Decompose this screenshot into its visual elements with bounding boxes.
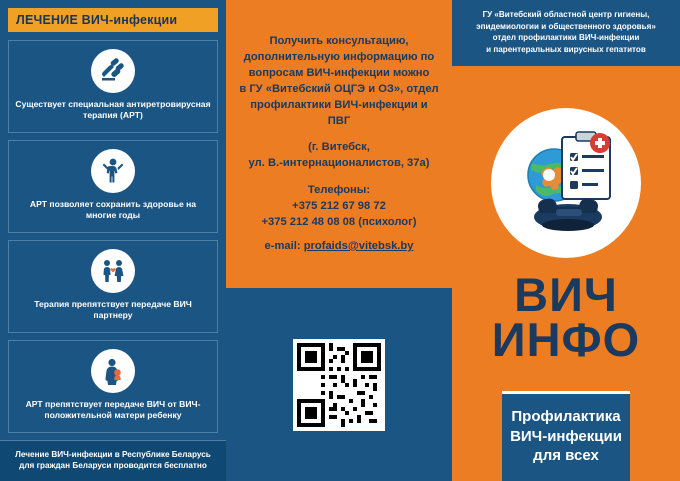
middle-panel [226,0,452,481]
info-card-text: АРТ препятствует передаче ВИЧ от ВИЧ-положительной матери ребенку [25,398,201,421]
org-header-line-4: и парентеральных вирусных гепатитов [486,45,646,55]
info-card-mother-child-transmission [8,340,218,433]
org-header-line-2: эпидемиологии и общественного здоровья» [476,21,656,31]
left-panel-title: ЛЕЧЕНИЕ ВИЧ-инфекции [8,8,218,32]
info-card-text: Терапия препятствует передаче ВИЧ партнеру [34,298,192,321]
info-card-text: Существует специальная антиретровирусная терапия (АРТ) [15,99,211,121]
mother-with-baby-icon [91,349,135,393]
contact-block [239,34,439,255]
left-panel [0,0,226,481]
cover-title [491,267,641,367]
medical-checklist-globe-phone-illustration [491,108,641,258]
phone-number-2: +375 212 48 08 08 (психолог) [261,216,417,229]
info-card-partner-transmission [8,240,218,333]
person-arms-up-icon [91,149,135,193]
cover-title-line-2: ИНФО [491,313,641,367]
contact-address-line-1: (г. Витебск, [308,141,370,154]
qr-code[interactable] [293,339,385,431]
cover-footer-line-2: ВИЧ-инфекции [510,427,622,445]
pills-hand-icon [91,49,135,93]
couple-icon [91,249,135,293]
cover-footer-line-1: Профилактика [511,408,621,426]
phone-number-1: +375 212 67 98 72 [292,200,386,213]
cover-footer [502,391,630,481]
qr-section [226,288,452,481]
cover-title-line-1: ВИЧ [514,267,618,321]
phones-label: Телефоны: [307,184,371,197]
left-panel-footer-note: Лечение ВИЧ-инфекции в Республике Беларусь для граждан Беларуси проводится бесплатно [0,440,226,481]
email-line [239,239,439,255]
email-link[interactable]: profaids@vitebsk.by [303,239,414,252]
org-header-line-1: ГУ «Витебский областной центр гигиены, [482,10,650,19]
org-header-line-3: отдел профилактики ВИЧ-инфекции [492,33,640,43]
info-card-health-years [8,140,218,233]
info-card-art-exists [8,40,218,133]
email-label: e-mail: [264,239,304,252]
cover-body [452,66,680,481]
organization-header [452,0,680,66]
contact-paragraph-2: в ГУ «Витебский ОЦГЭ и ОЗ», отдел профилактики ВИЧ-инфекции и ПВГ [239,82,439,127]
right-panel [452,0,680,481]
cover-footer-line-3: для всех [533,446,599,464]
contact-address-line-2: ул. В.-интернационалистов, 37а) [248,157,430,170]
info-card-text: АРТ позволяет сохранить здоровье на многие годы [29,198,197,221]
contact-paragraph-1: Получить консультацию, дополнительную информацию по вопросам ВИЧ-инфекции можно [243,35,435,79]
